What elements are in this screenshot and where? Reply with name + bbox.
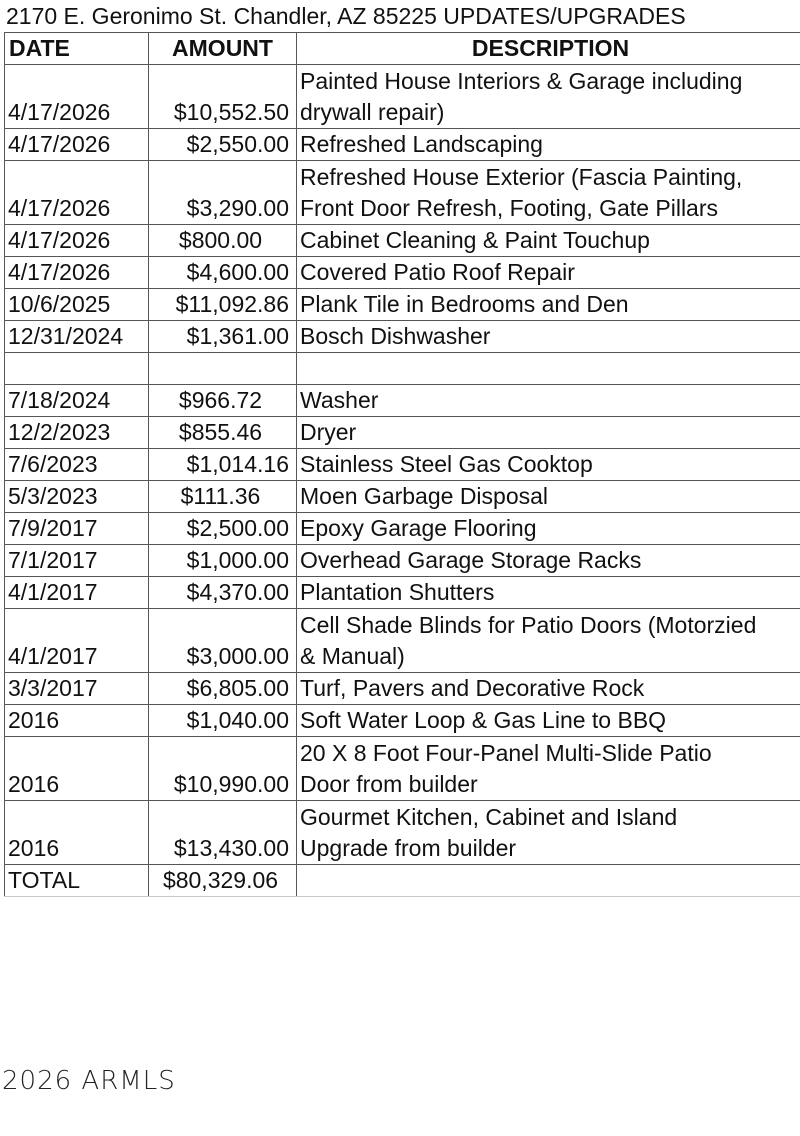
total-description [297, 865, 800, 897]
amount-cell: $4,600.00 [149, 257, 297, 289]
amount-cell: $2,550.00 [149, 129, 297, 161]
date-cell: 4/17/2026 [5, 257, 149, 289]
description-cell [297, 737, 800, 801]
amount-cell: $13,430.00 [149, 801, 297, 865]
table-row [5, 385, 800, 417]
description-cell [297, 257, 800, 289]
date-cell: 3/3/2017 [5, 673, 149, 705]
table-row [5, 65, 800, 129]
table-row [5, 289, 800, 321]
description-cell [297, 449, 800, 481]
date-cell: 7/9/2017 [5, 513, 149, 545]
amount-cell: $855.46 [149, 417, 297, 449]
description-line: Cell Shade Blinds for Patio Doors (Motorzied [300, 612, 757, 638]
description-cell [297, 801, 800, 865]
description-line: Turf, Pavers and Decorative Rock [300, 675, 645, 701]
description-line: Covered Patio Roof Repair [300, 259, 575, 285]
date-cell: 2016 [5, 801, 149, 865]
amount-cell: $3,000.00 [149, 609, 297, 673]
description-line: Refreshed Landscaping [300, 131, 543, 157]
table-row [5, 577, 800, 609]
date-cell: 5/3/2023 [5, 481, 149, 513]
header-description: DESCRIPTION [297, 33, 800, 65]
description-cell [297, 609, 800, 673]
description-line: & Manual) [300, 643, 405, 669]
copyright-footer: 2026 ARMLS [2, 1066, 176, 1096]
total-label: TOTAL [5, 865, 149, 897]
table-row [5, 161, 800, 225]
amount-cell: $1,014.16 [149, 449, 297, 481]
description-cell [297, 321, 800, 353]
description-cell [297, 65, 800, 129]
table-row [5, 481, 800, 513]
date-cell: 2016 [5, 737, 149, 801]
total-row [5, 865, 800, 897]
date-cell: 7/1/2017 [5, 545, 149, 577]
date-cell: 7/6/2023 [5, 449, 149, 481]
amount-cell: $6,805.00 [149, 673, 297, 705]
description-line: Door from builder [300, 771, 478, 797]
amount-cell: $2,500.00 [149, 513, 297, 545]
description-line: Overhead Garage Storage Racks [300, 547, 642, 573]
upgrades-table [4, 32, 800, 897]
description-cell [297, 545, 800, 577]
description-line: Bosch Dishwasher [300, 323, 491, 349]
amount-cell: $1,361.00 [149, 321, 297, 353]
amount-cell: $3,290.00 [149, 161, 297, 225]
date-cell: 10/6/2025 [5, 289, 149, 321]
amount-cell: $10,990.00 [149, 737, 297, 801]
header-amount: AMOUNT [149, 33, 297, 65]
table-row [5, 353, 800, 385]
table-row [5, 417, 800, 449]
description-line: Soft Water Loop & Gas Line to BBQ [300, 707, 667, 733]
description-line: Plantation Shutters [300, 579, 495, 605]
description-line: 20 X 8 Foot Four-Panel Multi-Slide Patio [300, 740, 712, 766]
table-row [5, 737, 800, 801]
total-amount: $80,329.06 [149, 865, 297, 897]
description-cell [297, 385, 800, 417]
description-line: Upgrade from builder [300, 835, 517, 861]
amount-cell: $4,370.00 [149, 577, 297, 609]
description-cell [297, 129, 800, 161]
date-cell: 4/17/2026 [5, 65, 149, 129]
date-cell: 12/2/2023 [5, 417, 149, 449]
date-cell: 4/1/2017 [5, 609, 149, 673]
table-row [5, 321, 800, 353]
description-line: Plank Tile in Bedrooms and Den [300, 291, 629, 317]
description-line: Epoxy Garage Flooring [300, 515, 537, 541]
description-line: Cabinet Cleaning & Paint Touchup [300, 227, 650, 253]
description-cell [297, 705, 800, 737]
table-row [5, 225, 800, 257]
date-cell: 12/31/2024 [5, 321, 149, 353]
description-cell [297, 161, 800, 225]
table-row [5, 545, 800, 577]
description-line: Gourmet Kitchen, Cabinet and Island [300, 804, 678, 830]
description-cell [297, 673, 800, 705]
description-line: Stainless Steel Gas Cooktop [300, 451, 593, 477]
date-cell: 4/1/2017 [5, 577, 149, 609]
amount-cell: $1,040.00 [149, 705, 297, 737]
description-line: drywall repair) [300, 99, 445, 125]
table-row [5, 705, 800, 737]
date-cell [5, 353, 149, 385]
table-row [5, 513, 800, 545]
amount-cell [149, 353, 297, 385]
date-cell: 4/17/2026 [5, 161, 149, 225]
description-cell [297, 577, 800, 609]
description-line: Refreshed House Exterior (Fascia Painting, [300, 164, 743, 190]
table-row [5, 449, 800, 481]
table-row [5, 673, 800, 705]
date-cell: 2016 [5, 705, 149, 737]
description-cell [297, 513, 800, 545]
table-body [5, 65, 800, 865]
header-date: DATE [5, 33, 149, 65]
date-cell: 4/17/2026 [5, 129, 149, 161]
description-line: Moen Garbage Disposal [300, 483, 549, 509]
page-title: 2170 E. Geronimo St. Chandler, AZ 85225 UPDATES/UPGRADES [6, 3, 686, 29]
table-row [5, 257, 800, 289]
amount-cell: $800.00 [149, 225, 297, 257]
table-row [5, 801, 800, 865]
description-cell [297, 353, 800, 385]
description-cell [297, 417, 800, 449]
description-line: Dryer [300, 419, 357, 445]
amount-cell: $10,552.50 [149, 65, 297, 129]
amount-cell: $966.72 [149, 385, 297, 417]
description-cell [297, 481, 800, 513]
amount-cell: $11,092.86 [149, 289, 297, 321]
description-line: Washer [300, 387, 379, 413]
description-line: Painted House Interiors & Garage including [300, 68, 743, 94]
spreadsheet [4, 0, 800, 897]
date-cell: 4/17/2026 [5, 225, 149, 257]
amount-cell: $1,000.00 [149, 545, 297, 577]
table-header-row [5, 33, 800, 65]
description-line: Front Door Refresh, Footing, Gate Pillars [300, 195, 718, 221]
table-row [5, 129, 800, 161]
date-cell: 7/18/2024 [5, 385, 149, 417]
table-row [5, 609, 800, 673]
amount-cell: $111.36 [149, 481, 297, 513]
description-cell [297, 289, 800, 321]
description-cell [297, 225, 800, 257]
